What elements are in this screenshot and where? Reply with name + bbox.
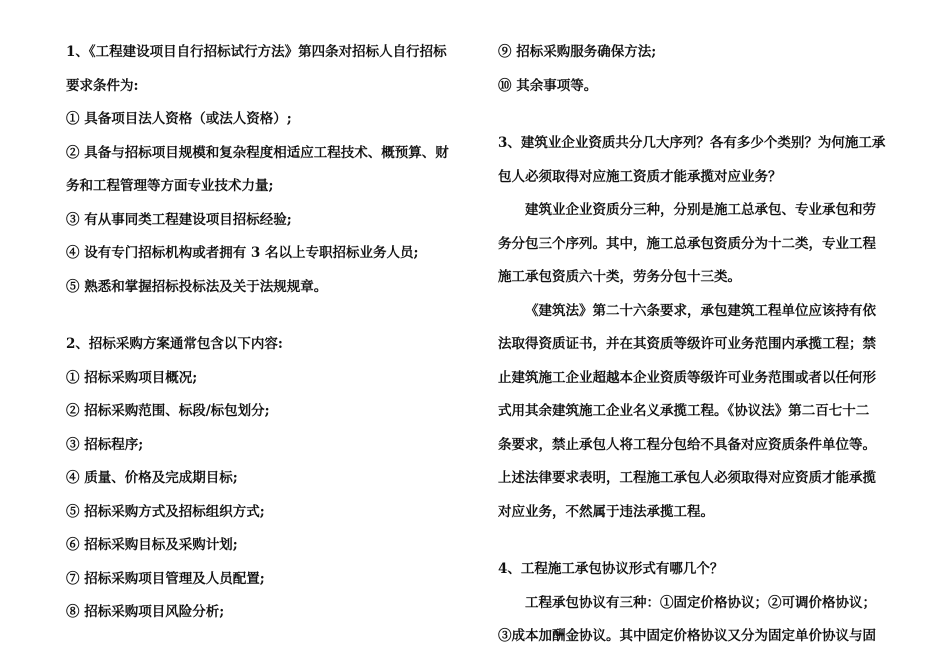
left-column bbox=[66, 36, 462, 630]
right-column bbox=[498, 36, 890, 654]
answer-3-paragraph-1-line-1: 建筑业企业资质分三种，分别是施工总承包、专业承包和劳 bbox=[525, 202, 876, 218]
list-item: ④ 质量、价格及完成期目标; bbox=[66, 470, 238, 486]
list-item: ② 具备与招标项目规模和复杂程度相适应工程技术、概预算、财 bbox=[66, 144, 449, 161]
answer-3-paragraph-2-line-5: 条要求，禁止承包人将工程分包给不具备对应资质条件单位等。 bbox=[498, 436, 876, 453]
paragraph-gap bbox=[498, 103, 890, 127]
answer-3-paragraph-2-line-4: 式用其余建筑施工企业名义承揽工程。《协议法》第二百七十二 bbox=[498, 403, 870, 419]
list-item: ④ 设有专门招标机构或者拥有 3 名以上专职招标业务人员; bbox=[66, 245, 419, 261]
list-item: ⑤ 招标采购方式及招标组织方式; bbox=[66, 503, 265, 520]
list-item: ② 招标采购范围、标段/标包划分; bbox=[66, 403, 270, 419]
list-item: ③ 招标程序; bbox=[66, 436, 144, 453]
list-item: ⑤ 熟悉和掌握招标投标法及关于法规规章。 bbox=[66, 278, 328, 295]
answer-3-paragraph-2-line-6: 上述法律要求表明，工程施工承包人必须取得对应资质才能承揽 bbox=[498, 470, 876, 486]
answer-3-paragraph-2-line-2: 法取得资质证书，并在其资质等级许可业务范围内承揽工程；禁 bbox=[498, 336, 876, 352]
answer-3-paragraph-2-line-7: 对应业务，不然属于违法承揽工程。 bbox=[498, 503, 714, 520]
list-item: ⑦ 招标采购项目管理及人员配置; bbox=[66, 570, 265, 587]
list-item: ③ 有从事同类工程建设项目招标经验; bbox=[66, 211, 292, 228]
answer-3-paragraph-2-line-3: 止建筑施工企业超越本企业资质等级许可业务范围或者以任何形 bbox=[498, 369, 876, 386]
question-2-heading: 2、招标采购方案通常包含以下内容: bbox=[66, 336, 283, 352]
paragraph-gap bbox=[66, 304, 462, 328]
answer-4-line-1: 工程承包协议有三种：①固定价格协议；②可调价格协议； bbox=[525, 594, 876, 611]
question-3-heading-line-1: 3、建筑业企业资质共分几大序列？各有多少个类别？为何施工承 bbox=[498, 135, 886, 151]
answer-3-paragraph-2-line-1: 《建筑法》第二十六条要求，承包建筑工程单位应该持有依 bbox=[525, 302, 876, 319]
answer-3-paragraph-1-line-2: 务分包三个序列。其中，施工总承包资质分为十二类，专业工程 bbox=[498, 235, 876, 252]
answer-4-line-2: ③成本加酬金协议。其中固定价格协议又分为固定单价协议与固 bbox=[498, 628, 876, 644]
question-4-heading: 4、工程施工承包协议形式有哪几个？ bbox=[498, 561, 724, 577]
list-item: ⑧ 招标采购项目风险分析; bbox=[66, 604, 225, 620]
question-3-heading-line-2: 包人必须取得对应施工资质才能承揽对应业务？ bbox=[498, 168, 782, 185]
paragraph-gap bbox=[498, 529, 890, 553]
list-item: ⑥ 招标采购目标及采购计划; bbox=[66, 537, 238, 553]
list-item: ① 具备项目法人资格（或法人资格）; bbox=[66, 111, 292, 127]
list-item: ⑩ 其余事项等。 bbox=[498, 77, 598, 94]
answer-3-paragraph-1-line-3: 施工承包资质六十类，劳务分包十三类。 bbox=[498, 269, 741, 285]
list-item: ① 招标采购项目概况; bbox=[66, 369, 198, 386]
list-item: ⑨ 招标采购服务确保方法; bbox=[498, 44, 657, 60]
question-1-line-2: 要求条件为: bbox=[66, 77, 139, 94]
list-item: 务和工程管理等方面专业技术力量; bbox=[66, 178, 274, 194]
question-1-line-1: 1、《工程建设项目自行招标试行方法》第四条对招标人自行招标 bbox=[66, 44, 447, 60]
